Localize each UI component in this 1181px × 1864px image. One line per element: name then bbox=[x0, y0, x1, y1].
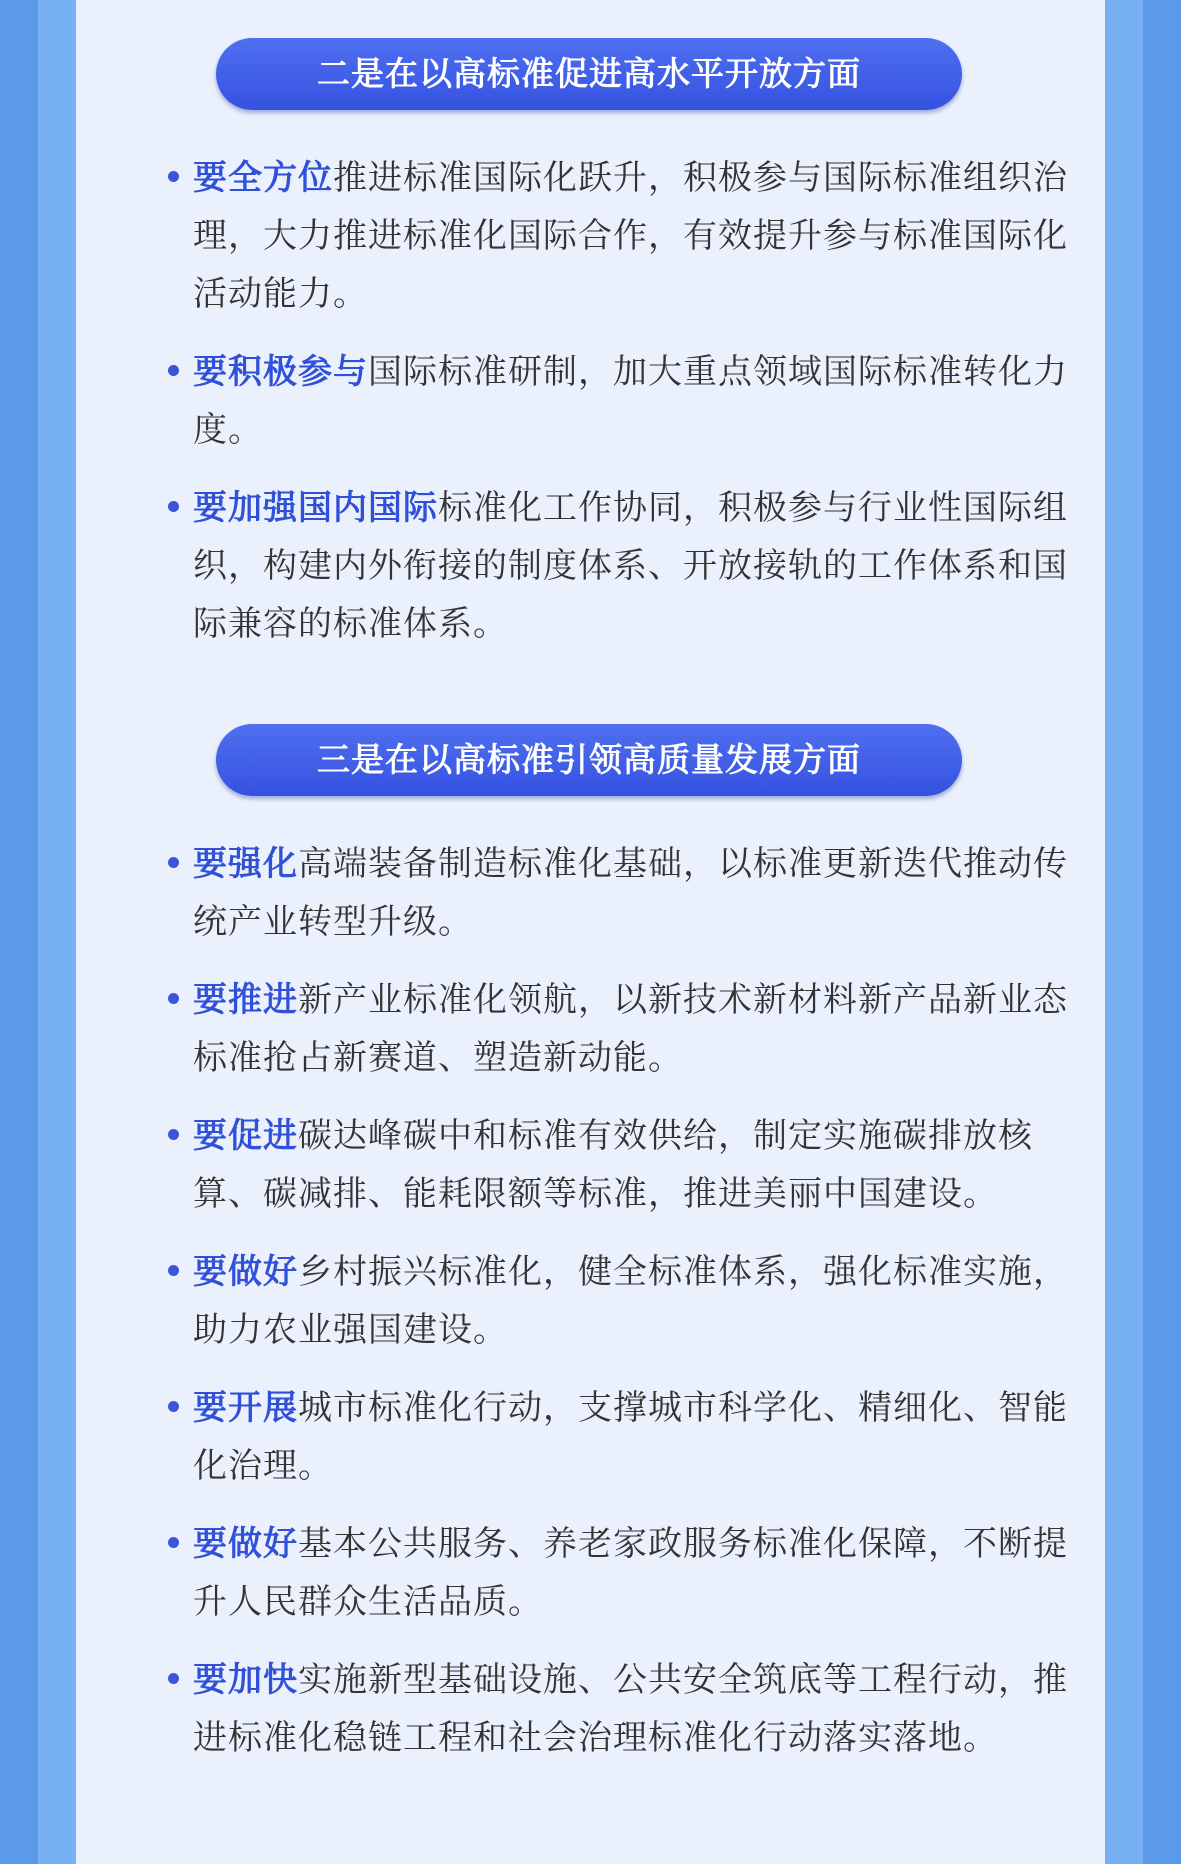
item-body: 国际标准研制，加大重点领域国际标准转化力度。 bbox=[193, 352, 1068, 450]
bullet-dot bbox=[168, 1265, 179, 1276]
item-highlight: 要促进 bbox=[193, 1116, 298, 1156]
bullet-dot bbox=[168, 857, 179, 868]
item-text bbox=[193, 835, 1073, 951]
item-text bbox=[193, 479, 1073, 653]
section-heading: 三是在以高标准引领高质量发展方面 bbox=[216, 724, 962, 796]
content-panel bbox=[76, 0, 1105, 1864]
bullet-dot bbox=[168, 501, 179, 512]
item-body: 城市标准化行动，支撑城市科学化、精细化、智能化治理。 bbox=[193, 1388, 1068, 1486]
item-highlight: 要做好 bbox=[193, 1524, 298, 1564]
bullet-dot bbox=[168, 1537, 179, 1548]
item-text bbox=[193, 1651, 1073, 1767]
bullet-dot bbox=[168, 365, 179, 376]
item-text bbox=[193, 971, 1073, 1087]
item-highlight: 要推进 bbox=[193, 980, 298, 1020]
item-text bbox=[193, 1379, 1073, 1495]
bullet-dot bbox=[168, 1129, 179, 1140]
item-text bbox=[193, 149, 1073, 323]
item-text bbox=[193, 1515, 1073, 1631]
item-body: 实施新型基础设施、公共安全筑底等工程行动，推进标准化稳链工程和社会治理标准化行动落实落地。 bbox=[193, 1660, 1068, 1758]
item-body: 碳达峰碳中和标准有效供给，制定实施碳排放核算、碳减排、能耗限额等标准，推进美丽中国建设。 bbox=[193, 1116, 1033, 1214]
item-body: 推进标准国际化跃升，积极参与国际标准组织治理，大力推进标准化国际合作，有效提升参与标准国际化活动能力。 bbox=[193, 158, 1068, 314]
item-body: 新产业标准化领航，以新技术新材料新产品新业态标准抢占新赛道、塑造新动能。 bbox=[193, 980, 1068, 1078]
item-highlight: 要开展 bbox=[193, 1388, 298, 1428]
item-highlight: 要加快 bbox=[193, 1660, 298, 1700]
item-text bbox=[193, 343, 1073, 459]
item-body: 基本公共服务、养老家政服务标准化保障，不断提升人民群众生活品质。 bbox=[193, 1524, 1068, 1622]
bullet-dot bbox=[168, 1673, 179, 1684]
bullet-dot bbox=[168, 993, 179, 1004]
item-body: 乡村振兴标准化，健全标准体系，强化标准实施，助力农业强国建设。 bbox=[193, 1252, 1068, 1350]
bullet-dot bbox=[168, 171, 179, 182]
item-text bbox=[193, 1243, 1073, 1359]
item-highlight: 要做好 bbox=[193, 1252, 298, 1292]
item-highlight: 要积极参与 bbox=[193, 352, 368, 392]
section-heading: 二是在以高标准促进高水平开放方面 bbox=[216, 38, 962, 110]
item-highlight: 要强化 bbox=[193, 844, 298, 884]
item-body: 标准化工作协同，积极参与行业性国际组织，构建内外衔接的制度体系、开放接轨的工作体系和国际兼容的标准体系。 bbox=[193, 488, 1068, 644]
item-highlight: 要全方位 bbox=[193, 158, 333, 198]
item-highlight: 要加强国内国际 bbox=[193, 488, 438, 528]
item-body: 高端装备制造标准化基础，以标准更新迭代推动传统产业转型升级。 bbox=[193, 844, 1068, 942]
bullet-dot bbox=[168, 1401, 179, 1412]
item-text bbox=[193, 1107, 1073, 1223]
